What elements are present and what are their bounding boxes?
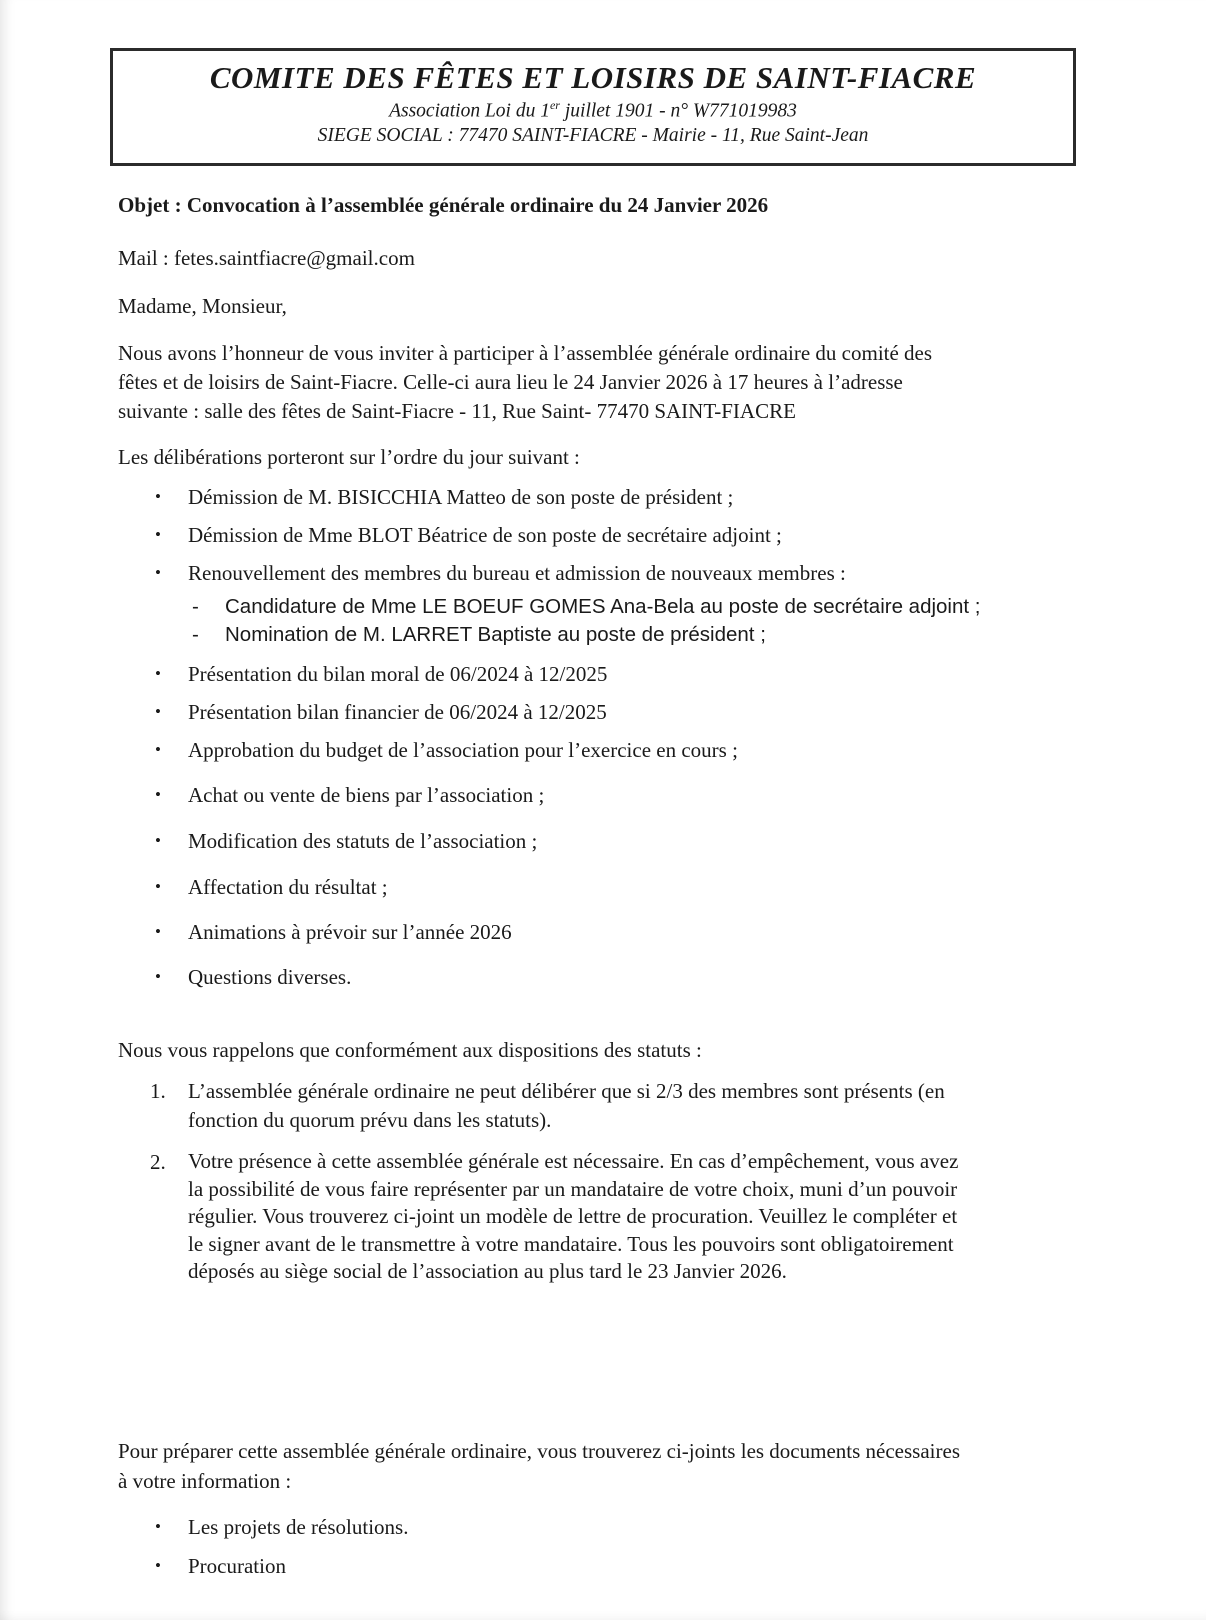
paragraph-line: à votre information :	[118, 1468, 292, 1493]
agenda-item	[118, 873, 1106, 901]
attachment-item-label: Procuration	[188, 1553, 286, 1578]
bullet-icon: •	[155, 664, 161, 684]
agenda-item	[118, 781, 1106, 809]
association-law-line	[123, 98, 1063, 124]
document-title: COMITE DES FÊTES ET LOISIRS DE SAINT-FIACRE	[209, 60, 977, 95]
bullet-icon: •	[155, 563, 161, 583]
agenda-sub-item-label: Candidature de Mme LE BOEUF GOMES Ana-Bela au poste de secrétaire adjoint ;	[225, 595, 981, 619]
paragraph-line: Votre présence à cette assemblée générale est nécessaire. En cas d’empêchement, vous avez	[188, 1149, 959, 1174]
bullet-icon: •	[155, 785, 161, 805]
bullet-icon: •	[155, 1555, 161, 1575]
agenda-sub-item	[118, 593, 1106, 620]
bullet-icon: •	[155, 922, 161, 942]
attachment-item	[118, 1513, 1106, 1541]
bullet-icon: •	[155, 877, 161, 897]
paragraph-line: Pour préparer cette assemblée générale ordinaire, vous trouverez ci-joints les documents nécessaires	[118, 1438, 960, 1463]
agenda-item	[118, 918, 1106, 946]
agenda-sub-item-label: Nomination de M. LARRET Baptiste au poste de président ;	[225, 623, 766, 647]
statutes-list	[118, 1077, 1106, 1286]
bullet-icon: •	[155, 831, 161, 851]
paragraph-line: fonction du quorum prévu dans les statuts).	[188, 1108, 552, 1133]
paragraph-line: déposés au siège social de l’association au plus tard le 23 Janvier 2026.	[188, 1259, 787, 1284]
numbered-item	[118, 1148, 1106, 1286]
item-number: 1.	[150, 1079, 166, 1104]
item-number: 2.	[150, 1150, 166, 1175]
paragraph-line: L’assemblée générale ordinaire ne peut délibérer que si 2/3 des membres sont présents (en	[188, 1079, 945, 1104]
agenda-item	[118, 963, 1106, 991]
bullet-icon: •	[155, 702, 161, 722]
agenda-item-label: Démission de Mme BLOT Béatrice de son poste de secrétaire adjoint ;	[188, 523, 782, 548]
bullet-icon: •	[155, 1516, 161, 1536]
attachment-item	[118, 1552, 1106, 1580]
agenda-item	[118, 698, 1106, 726]
statutes-intro: Nous vous rappelons que conformément aux dispositions des statuts :	[118, 1038, 702, 1063]
agenda-item	[118, 521, 1106, 549]
dash-icon: -	[192, 595, 199, 619]
agenda-item-label: Achat ou vente de biens par l’association ;	[188, 783, 545, 808]
agenda-item	[118, 660, 1106, 688]
attachment-item-label: Les projets de résolutions.	[188, 1514, 409, 1539]
dash-icon: -	[192, 623, 199, 647]
agenda-item	[118, 483, 1106, 511]
bullet-icon: •	[155, 740, 161, 760]
agenda-item-label: Questions diverses.	[188, 965, 352, 990]
agenda-list	[118, 483, 1106, 991]
numbered-item-text	[188, 1148, 958, 1286]
agenda-item-label: Présentation du bilan moral de 06/2024 à 12/2025	[188, 662, 608, 687]
siege-social-line: SIEGE SOCIAL : 77470 SAINT-FIACRE - Mairie - 11, Rue Saint-Jean	[317, 125, 869, 147]
agenda-item-label: Animations à prévoir sur l’année 2026	[188, 920, 512, 945]
paragraph-line: Nous avons l’honneur de vous inviter à participer à l’assemblée générale ordinaire du comité des	[118, 341, 933, 366]
paragraph-line: fêtes et de loisirs de Saint-Fiacre. Celle-ci aura lieu le 24 Janvier 2026 à 17 heures à l’adresse	[118, 370, 903, 395]
bullet-icon: •	[155, 525, 161, 545]
header-box	[110, 48, 1076, 166]
law-line-superscript: er	[549, 97, 560, 112]
agenda-item-label: Démission de M. BISICCHIA Matteo de son poste de président ;	[188, 485, 734, 510]
agenda-item	[118, 827, 1106, 855]
agenda-item-label: Présentation bilan financier de 06/2024 à 12/2025	[188, 700, 607, 725]
mail-line: Mail : fetes.saintfiacre@gmail.com	[118, 246, 415, 271]
agenda-item-label: Renouvellement des membres du bureau et admission de nouveaux membres :	[188, 561, 846, 586]
agenda-item-label: Modification des statuts de l’association ;	[188, 829, 538, 854]
law-line-suffix: juillet 1901 - n° W771019983	[559, 100, 797, 122]
agenda-item-label: Affectation du résultat ;	[188, 875, 388, 900]
subject-line: Objet : Convocation à l’assemblée générale ordinaire du 24 Janvier 2026	[118, 193, 769, 218]
paragraph-line: suivante : salle des fêtes de Saint-Fiacre - 11, Rue Saint- 77470 SAINT-FIACRE	[118, 399, 796, 424]
bullet-icon: •	[155, 967, 161, 987]
law-line-prefix: Association Loi du 1	[389, 100, 550, 122]
numbered-item-text	[188, 1077, 945, 1135]
paragraph-line: régulier. Vous trouverez ci-joint un modèle de lettre de procuration. Veuillez le compléter et	[188, 1204, 958, 1229]
agenda-item-label: Approbation du budget de l’association pour l’exercice en cours ;	[188, 738, 738, 763]
salutation: Madame, Monsieur,	[118, 294, 287, 319]
agenda-intro: Les délibérations porteront sur l’ordre du jour suivant :	[118, 445, 580, 470]
agenda-item	[118, 736, 1106, 764]
paragraph-line: le signer avant de le transmettre à votre mandataire. Tous les pouvoirs sont obligatoirement	[188, 1231, 954, 1256]
bullet-icon: •	[155, 487, 161, 507]
intro-paragraph	[118, 339, 1106, 426]
numbered-item	[118, 1077, 1106, 1135]
paragraph-line: la possibilité de vous faire représenter par un mandataire de votre choix, muni d’un pouvoir	[188, 1176, 958, 1201]
agenda-sub-item	[118, 621, 1106, 648]
attachments-list	[118, 1513, 1106, 1580]
closing-paragraph	[118, 1436, 1106, 1496]
agenda-item	[118, 559, 1106, 587]
